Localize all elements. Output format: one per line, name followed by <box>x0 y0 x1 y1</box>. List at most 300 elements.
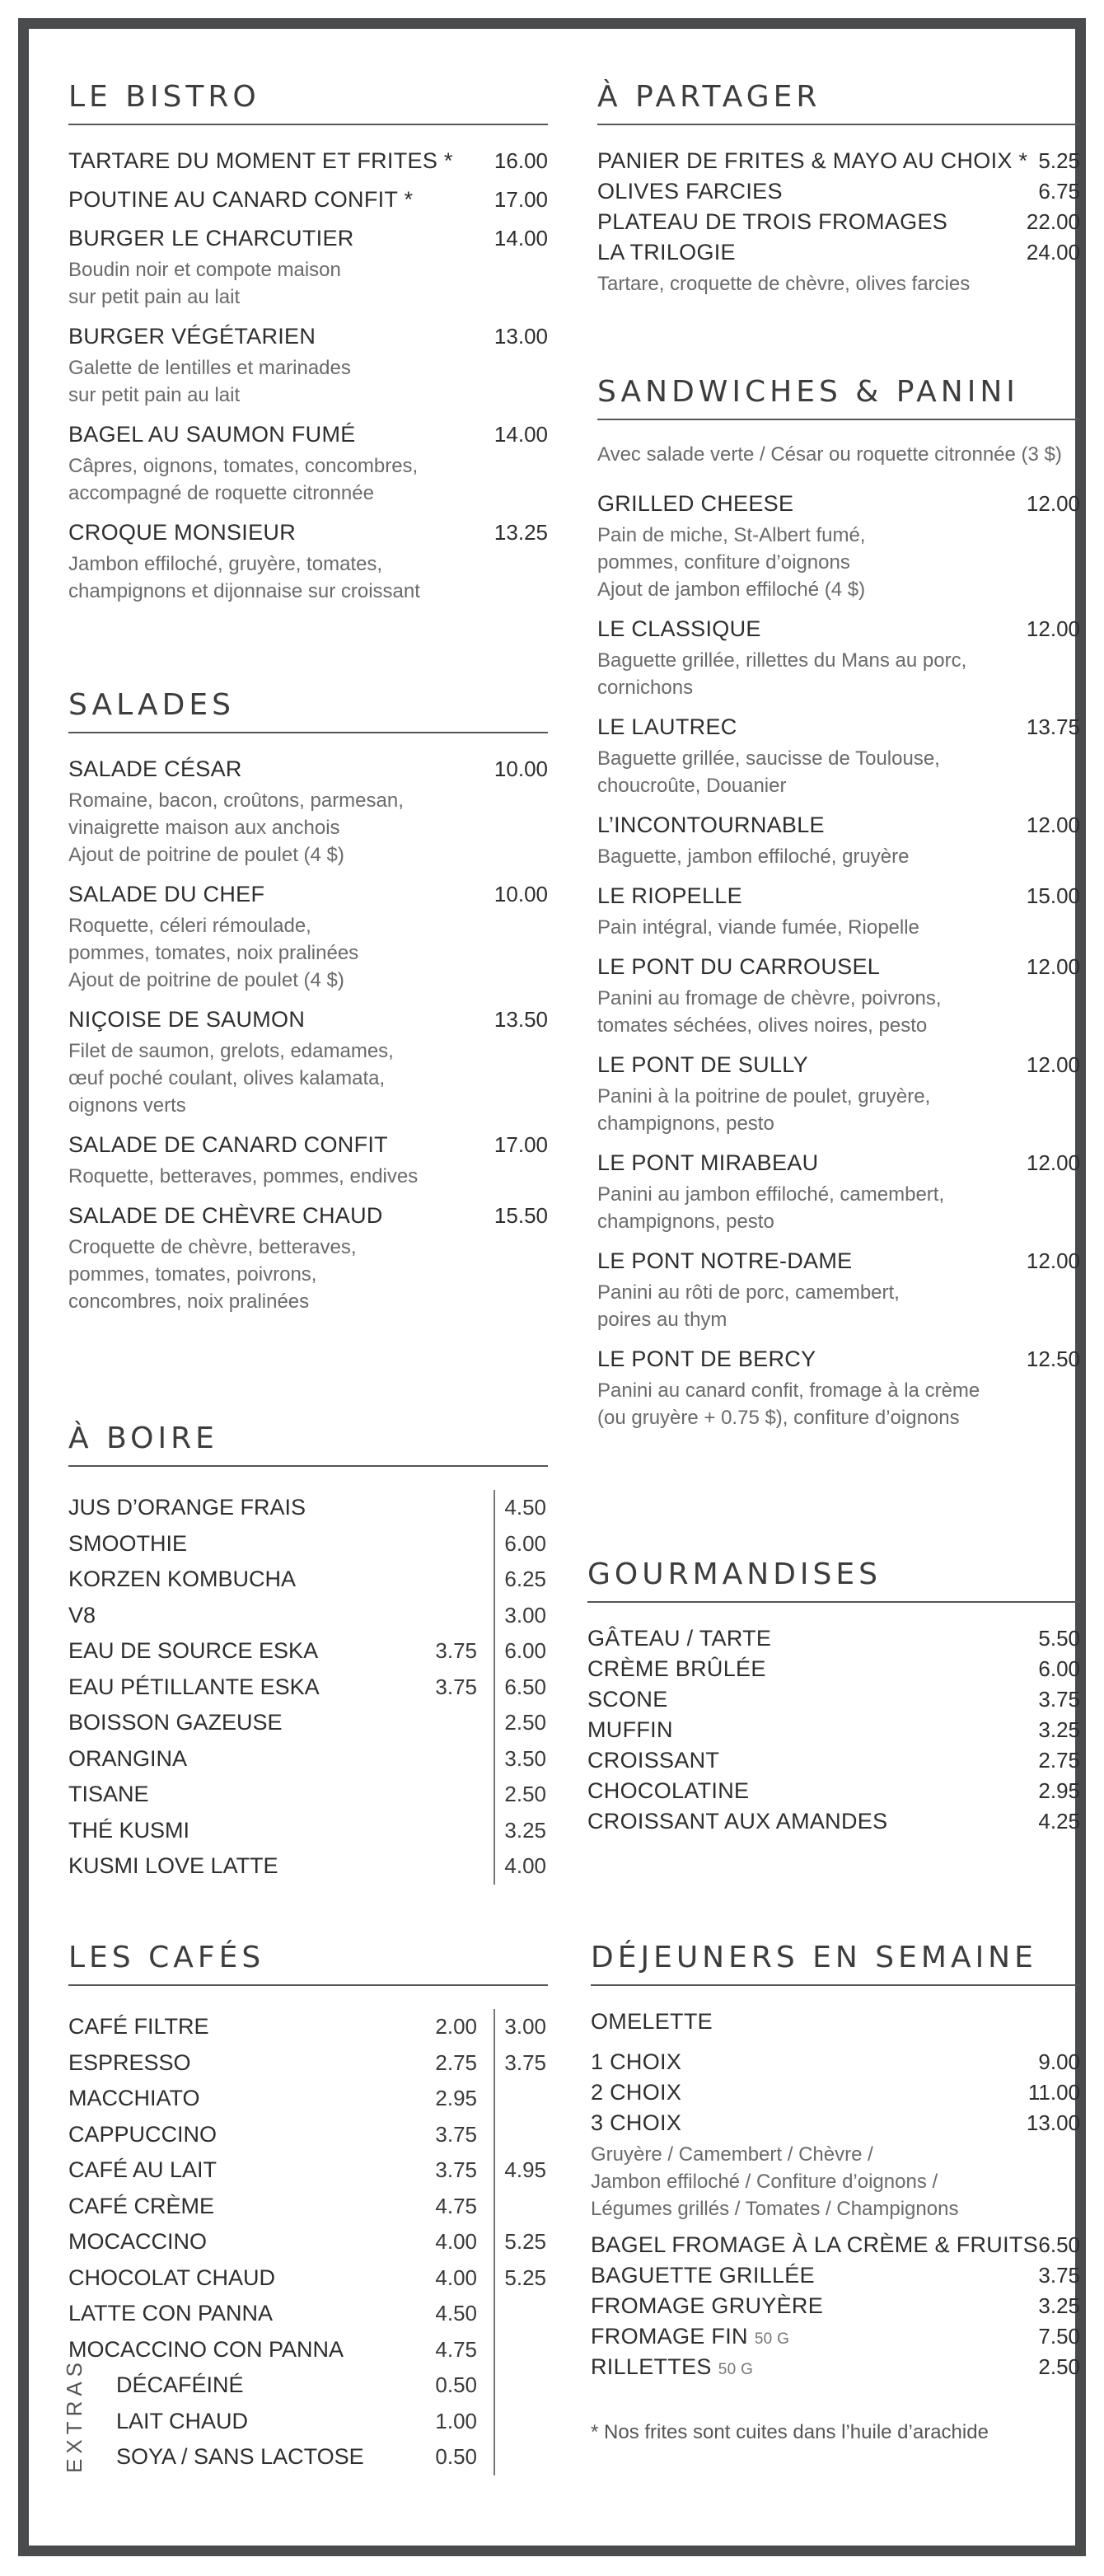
item-name: CHOCOLATINE <box>587 1778 750 1803</box>
item-name-wrap <box>591 2354 753 2380</box>
item-price: 12.00 <box>1026 813 1080 837</box>
drink-row <box>68 1526 548 1562</box>
item-row <box>597 813 1080 838</box>
drink-price-small: 0.50 <box>435 2444 477 2470</box>
cafes-table <box>68 2009 548 2368</box>
item-description: Baguette, jambon effiloché, gruyère <box>597 845 910 868</box>
item-price: 10.00 <box>494 882 548 906</box>
item-name: RILLETTES <box>591 2354 712 2379</box>
boire-table <box>68 1490 548 1885</box>
item-description: Panini au canard confit, fromage à la crème (ou gruyère + 0.75 $), confiture d’oignons <box>597 1379 980 1429</box>
item-price: 6.50 <box>1038 2232 1080 2257</box>
sandwiches-list <box>597 491 1080 1431</box>
drink-row <box>68 2332 548 2368</box>
item-description: Roquette, betteraves, pommes, endives <box>68 1165 419 1187</box>
item-name: BAGEL AU SAUMON FUMÉ <box>68 422 356 447</box>
item-price: 12.00 <box>1026 954 1080 979</box>
item-row <box>597 209 1080 235</box>
drink-name: ORANGINA <box>68 1745 188 1771</box>
item-description: Panini au jambon effiloché, camembert, champignons, pesto <box>597 1183 945 1233</box>
drink-name: CAFÉ AU LAIT <box>68 2157 218 2183</box>
item-price: 3.75 <box>1038 1687 1080 1712</box>
omelette-label: OMELETTE <box>591 2009 713 2034</box>
drink-price-large: 3.50 <box>494 1741 548 1777</box>
item-row <box>597 1347 1080 1372</box>
item-row <box>587 1687 1080 1712</box>
drink-row <box>68 2260 548 2297</box>
choix-desc: Gruyère / Camembert / Chèvre / Jambon effiloché / Confiture d’oignons / Légumes grillés / Tomates / Champignons <box>591 2143 959 2220</box>
menu-item <box>597 1150 1080 1235</box>
drink-name: DÉCAFÉINÉ <box>116 2372 244 2398</box>
item-row <box>591 2293 1080 2319</box>
item-name: 3 CHOIX <box>591 2110 682 2135</box>
drink-name: THÉ KUSMI <box>68 1817 190 1843</box>
extras-block <box>62 2357 548 2475</box>
sandwiches-note: Avec salade verte / César ou roquette citronnée (3 $) <box>597 443 1062 466</box>
menu-item <box>597 714 1080 799</box>
drink-price-small: 4.75 <box>435 2193 477 2218</box>
item-name: L’INCONTOURNABLE <box>597 813 825 837</box>
extras-table <box>68 2368 548 2475</box>
menu-item <box>597 1347 1080 1431</box>
item-price: 14.00 <box>494 226 548 251</box>
item-row <box>68 226 548 251</box>
item-price: 12.00 <box>1026 616 1080 641</box>
gourmandises-list <box>587 1626 1080 1834</box>
drink-row <box>68 2009 548 2045</box>
drink-row <box>68 2045 548 2082</box>
drink-price-large: 2.50 <box>494 1705 548 1741</box>
drink-row <box>116 2404 548 2440</box>
drink-name: CAFÉ FILTRE <box>68 2014 209 2040</box>
menu-frame <box>18 18 1086 2556</box>
item-price: 5.25 <box>1038 148 1080 173</box>
item-row <box>597 954 1080 980</box>
item-price: 11.00 <box>1027 2080 1080 2105</box>
menu-item <box>597 1248 1080 1333</box>
item-row <box>587 1778 1080 1804</box>
item-row <box>587 1656 1080 1682</box>
item-row <box>591 2049 1080 2075</box>
item-description: Panini au rôti de porc, camembert, poires au thym <box>597 1281 900 1331</box>
drink-price-small: 3.75 <box>435 1638 477 1664</box>
item-row <box>597 491 1080 517</box>
drink-row <box>68 2224 548 2260</box>
item-description: Baguette grillée, saucisse de Toulouse, choucroûte, Douanier <box>597 747 940 797</box>
item-name: CROISSANT AUX AMANDES <box>587 1809 888 1834</box>
item-name: BAGUETTE GRILLÉE <box>591 2263 815 2288</box>
menu-item <box>597 954 1080 1039</box>
drink-row <box>68 1598 548 1634</box>
item-name: FROMAGE GRUYÈRE <box>591 2293 824 2318</box>
drink-price-large: 6.25 <box>494 1562 548 1598</box>
item-row <box>587 1748 1080 1773</box>
section-cafes <box>62 1941 548 2475</box>
drink-name: KORZEN KOMBUCHA <box>68 1567 297 1592</box>
drink-price-large <box>494 2296 548 2332</box>
drink-row <box>68 1633 548 1670</box>
item-row <box>591 2354 1080 2380</box>
dejeuners-list <box>591 2232 1080 2380</box>
drink-price-divider <box>494 2404 548 2440</box>
drink-price-large: 2.50 <box>494 1777 548 1813</box>
item-price: 7.50 <box>1038 2324 1080 2349</box>
menu-item <box>68 187 548 213</box>
drink-price-divider <box>494 2368 548 2404</box>
drink-name: LATTE CON PANNA <box>68 2301 274 2326</box>
item-row <box>68 520 548 546</box>
item-row <box>587 1717 1080 1743</box>
menu-item <box>597 148 1080 174</box>
item-price: 13.50 <box>494 1007 548 1032</box>
item-name: 2 CHOIX <box>591 2080 682 2105</box>
menu-item <box>587 1687 1080 1712</box>
drink-price-large: 5.25 <box>494 2224 548 2260</box>
item-name: BAGEL FROMAGE À LA CRÈME & FRUITS <box>591 2232 1039 2257</box>
item-row <box>597 1052 1080 1078</box>
drink-price-large: 3.75 <box>494 2045 548 2082</box>
item-row <box>597 714 1080 740</box>
item-price: 12.00 <box>1026 1150 1080 1175</box>
item-name: POUTINE AU CANARD CONFIT * <box>68 187 414 212</box>
item-weight: 50 G <box>718 2361 754 2378</box>
drink-row <box>68 1777 548 1813</box>
drink-name: EAU DE SOURCE ESKA <box>68 1638 319 1664</box>
item-row <box>597 148 1080 174</box>
section-salades <box>68 688 548 1328</box>
item-price: 12.50 <box>1026 1347 1080 1371</box>
item-name: NIÇOISE DE SAUMON <box>68 1007 306 1032</box>
item-description: Panini à la poitrine de poulet, gruyère, champignons, pesto <box>597 1085 931 1135</box>
item-price: 4.25 <box>1038 1809 1080 1834</box>
item-description: Jambon effiloché, gruyère, tomates, champignons et dijonnaise sur croissant <box>68 553 420 602</box>
item-row <box>591 2263 1080 2288</box>
menu-item <box>68 882 548 994</box>
drink-price-small: 2.75 <box>435 2049 477 2075</box>
item-row <box>68 148 548 174</box>
choix-item <box>591 2080 1080 2105</box>
choix-item <box>591 2110 1080 2136</box>
item-name: LE CLASSIQUE <box>597 616 761 641</box>
item-price: 5.50 <box>1038 1626 1080 1651</box>
drink-price-small: 1.00 <box>435 2408 477 2433</box>
drink-row <box>68 2152 548 2189</box>
item-row <box>597 1150 1080 1176</box>
menu-item <box>597 209 1080 235</box>
drink-price-large: 4.50 <box>494 1490 548 1526</box>
item-name-wrap <box>591 2293 823 2319</box>
section-title-partager: À PARTAGER <box>597 80 1080 125</box>
item-description: Panini au fromage de chèvre, poivrons, tomates séchées, olives noires, pesto <box>597 987 942 1037</box>
menu-item <box>587 1717 1080 1743</box>
menu-item <box>68 1203 548 1315</box>
item-name-wrap <box>591 2263 815 2288</box>
item-price: 10.00 <box>494 756 548 781</box>
drink-price-large: 3.25 <box>494 1813 548 1849</box>
section-title-bistro: LE BISTRO <box>68 80 548 125</box>
drink-price-large <box>494 2081 548 2117</box>
drink-name: V8 <box>68 1602 96 1628</box>
menu-item <box>597 1052 1080 1137</box>
drink-name: SMOOTHIE <box>68 1530 188 1556</box>
drink-name: ESPRESSO <box>68 2049 191 2075</box>
item-name-wrap <box>591 2324 789 2349</box>
drink-price-small: 4.00 <box>435 2229 477 2255</box>
item-name: CROQUE MONSIEUR <box>68 520 297 545</box>
item-row <box>591 2232 1080 2258</box>
menu-item <box>597 491 1080 603</box>
drink-name: CAPPUCCINO <box>68 2121 218 2147</box>
menu-item <box>68 324 548 409</box>
item-row <box>597 883 1080 909</box>
item-price: 13.75 <box>1026 714 1080 739</box>
drink-name: BOISSON GAZEUSE <box>68 1710 283 1735</box>
section-title-boire: À BOIRE <box>68 1421 548 1467</box>
item-name-wrap <box>591 2232 1038 2258</box>
item-row <box>597 1248 1080 1274</box>
drink-price-large: 6.00 <box>494 1526 548 1562</box>
menu-item <box>597 616 1080 701</box>
item-price: 12.00 <box>1026 1248 1080 1273</box>
item-row <box>587 1809 1080 1834</box>
menu-item <box>591 2354 1080 2380</box>
item-name: SALADE CÉSAR <box>68 756 242 781</box>
item-description: Câpres, oignons, tomates, concombres, accompagné de roquette citronnée <box>68 455 419 504</box>
drink-price-large: 4.95 <box>494 2152 548 2189</box>
menu-item <box>68 148 548 174</box>
partager-list <box>597 148 1080 265</box>
drink-price-large: 6.00 <box>494 1633 548 1670</box>
item-price: 24.00 <box>1026 240 1080 265</box>
drink-price-large <box>494 2332 548 2368</box>
menu-item <box>587 1626 1080 1651</box>
drink-row <box>68 1848 548 1885</box>
item-price: 17.00 <box>494 187 548 212</box>
item-price: 2.75 <box>1038 1748 1080 1773</box>
item-name: LE PONT DE SULLY <box>597 1052 808 1077</box>
drink-name: MOCACCINO <box>68 2229 207 2255</box>
item-name: MUFFIN <box>587 1717 673 1742</box>
item-price: 15.00 <box>1026 883 1080 908</box>
item-name: SCONE <box>587 1687 668 1712</box>
drink-row <box>68 2189 548 2225</box>
item-row <box>68 756 548 782</box>
item-name: LE PONT MIRABEAU <box>597 1150 819 1175</box>
section-title-sandwiches: SANDWICHES & PANINI <box>597 375 1080 420</box>
drink-price-large: 3.00 <box>494 2009 548 2045</box>
drink-row <box>116 2368 548 2404</box>
drink-row <box>116 2439 548 2475</box>
item-row <box>597 616 1080 642</box>
drink-price-small: 4.00 <box>435 2265 477 2290</box>
item-name: SALADE DE CHÈVRE CHAUD <box>68 1203 383 1228</box>
drink-row <box>68 1490 548 1526</box>
menu-item <box>68 1132 548 1190</box>
item-weight: 50 G <box>754 2330 790 2348</box>
menu-item <box>597 179 1080 204</box>
item-price: 2.95 <box>1038 1778 1080 1803</box>
item-row <box>597 179 1080 204</box>
footnote: * Nos frites sont cuites dans l’huile d’arachide <box>591 2421 989 2443</box>
choix-item <box>591 2049 1080 2075</box>
section-title-cafes: LES CAFÉS <box>68 1941 548 1986</box>
item-description: Pain intégral, viande fumée, Riopelle <box>597 916 919 939</box>
item-price: 13.25 <box>494 520 548 545</box>
section-title-dejeuners: DÉJEUNERS EN SEMAINE <box>591 1941 1080 1986</box>
item-name: LE PONT NOTRE-DAME <box>597 1248 853 1273</box>
item-description: Pain de miche, St-Albert fumé, pommes, confiture d’oignons Ajout de jambon effiloché (4 $) <box>597 524 866 601</box>
drink-name: JUS D’ORANGE FRAIS <box>68 1495 306 1520</box>
drink-name: MOCACCINO CON PANNA <box>68 2336 344 2362</box>
item-price: 9.00 <box>1038 2049 1080 2074</box>
item-name: 1 CHOIX <box>591 2049 682 2074</box>
bistro-list <box>68 148 548 605</box>
choix-list <box>591 2049 1080 2136</box>
menu-item <box>68 226 548 311</box>
item-row <box>587 1626 1080 1651</box>
item-row <box>68 1007 548 1033</box>
item-price: 16.00 <box>494 148 548 173</box>
drink-price-large: 4.00 <box>494 1848 548 1885</box>
menu-item <box>597 883 1080 941</box>
item-price: 6.75 <box>1038 179 1080 204</box>
drink-price-large <box>494 2189 548 2225</box>
item-name: LE LAUTREC <box>597 714 737 739</box>
drink-row <box>68 2117 548 2153</box>
item-name: PANIER DE FRITES & MAYO AU CHOIX * <box>597 148 1028 173</box>
item-price: 12.00 <box>1026 1052 1080 1077</box>
drink-row <box>68 2296 548 2332</box>
item-name: FROMAGE FIN <box>591 2324 748 2349</box>
item-description: Roquette, céleri rémoulade, pommes, tomates, noix pralinées Ajout de poitrine de poulet (4 $) <box>68 915 359 991</box>
drink-price-small: 4.50 <box>435 2301 477 2326</box>
menu-item <box>587 1809 1080 1834</box>
drink-row <box>68 1562 548 1598</box>
drink-name: CAFÉ CRÈME <box>68 2193 215 2218</box>
item-description: Boudin noir et compote maison sur petit pain au lait <box>68 259 341 308</box>
item-price: 14.00 <box>494 422 548 447</box>
drink-row <box>68 2081 548 2117</box>
drink-price-small: 3.75 <box>435 1674 477 1699</box>
menu-item <box>587 1656 1080 1682</box>
drink-price-small: 0.50 <box>435 2372 477 2398</box>
item-row <box>68 1132 548 1158</box>
section-title-gourmandises: GOURMANDISES <box>587 1557 1080 1603</box>
item-row <box>68 187 548 213</box>
item-price: 12.00 <box>1026 491 1080 516</box>
item-name: LE PONT DU CARROUSEL <box>597 954 881 979</box>
drink-price-divider <box>494 2439 548 2475</box>
drink-name: SOYA / SANS LACTOSE <box>116 2444 364 2470</box>
section-gourmandises <box>587 1557 1080 1839</box>
item-price: 3.75 <box>1038 2263 1080 2288</box>
drink-name: TISANE <box>68 1782 149 1807</box>
item-name: SALADE DU CHEF <box>68 882 265 906</box>
item-row <box>591 2110 1080 2136</box>
drink-row <box>68 1813 548 1849</box>
drink-price-large: 6.50 <box>494 1670 548 1706</box>
item-price: 13.00 <box>494 324 548 349</box>
drink-row <box>68 1670 548 1706</box>
menu-item <box>591 2324 1080 2349</box>
drink-price-small: 3.75 <box>435 2157 477 2183</box>
item-description: Croquette de chèvre, betteraves, pommes, tomates, poivrons, concombres, noix pralinées <box>68 1236 357 1313</box>
item-name: LE PONT DE BERCY <box>597 1347 816 1371</box>
item-row <box>591 2080 1080 2105</box>
menu-item <box>591 2263 1080 2288</box>
item-name: TARTARE DU MOMENT ET FRITES * <box>68 148 453 173</box>
menu-item <box>587 1778 1080 1804</box>
item-price: 22.00 <box>1026 209 1080 234</box>
drink-name: MACCHIATO <box>68 2086 200 2111</box>
item-price: 15.50 <box>494 1203 548 1228</box>
item-price: 17.00 <box>494 1132 548 1157</box>
item-description: Romaine, bacon, croûtons, parmesan, vinaigrette maison aux anchois Ajout de poitrine de poulet (4 $) <box>68 789 404 866</box>
section-boire <box>68 1421 548 1885</box>
item-name: PLATEAU DE TROIS FROMAGES <box>597 209 948 234</box>
menu-item <box>68 520 548 605</box>
section-title-salades: SALADES <box>68 688 548 733</box>
drink-price-large: 5.25 <box>494 2260 548 2297</box>
item-name: BURGER VÉGÉTARIEN <box>68 324 316 349</box>
section-partager <box>597 80 1080 297</box>
item-name: CRÈME BRÛLÉE <box>587 1656 766 1681</box>
item-row <box>597 240 1080 265</box>
item-price: 2.50 <box>1038 2354 1080 2379</box>
drink-price-large: 3.00 <box>494 1598 548 1634</box>
item-price: 6.00 <box>1038 1656 1080 1681</box>
item-row <box>68 1203 548 1229</box>
extras-label: EXTRAS <box>62 2357 87 2473</box>
drink-price-large <box>494 2117 548 2153</box>
item-description: Baguette grillée, rillettes du Mans au porc, cornichons <box>597 649 967 699</box>
item-price: 3.25 <box>1038 1717 1080 1742</box>
item-name: LE RIOPELLE <box>597 883 742 908</box>
section-bistro <box>68 80 548 618</box>
drink-row <box>68 1705 548 1741</box>
salades-list <box>68 756 548 1315</box>
menu-item <box>591 2293 1080 2319</box>
item-name: LA TRILOGIE <box>597 240 736 265</box>
item-price: 3.25 <box>1038 2293 1080 2318</box>
drink-row <box>68 1741 548 1777</box>
menu-item <box>587 1748 1080 1773</box>
drink-name: KUSMI LOVE LATTE <box>68 1853 278 1879</box>
drink-name: CHOCOLAT CHAUD <box>68 2265 276 2290</box>
item-name: CROISSANT <box>587 1748 720 1773</box>
drink-price-small: 4.75 <box>435 2336 477 2362</box>
item-description: Galette de lentilles et marinades sur petit pain au lait <box>68 357 351 406</box>
item-row <box>68 882 548 907</box>
drink-name: LAIT CHAUD <box>116 2408 249 2433</box>
item-name: OLIVES FARCIES <box>597 179 783 204</box>
section-dejeuners <box>591 1941 1080 2444</box>
menu-item <box>597 813 1080 870</box>
item-row <box>591 2324 1080 2349</box>
drink-price-small: 2.95 <box>435 2086 477 2111</box>
item-description: Filet de saumon, grelots, edamames, œuf poché coulant, olives kalamata, oignons verts <box>68 1040 394 1117</box>
section-sandwiches <box>597 375 1080 1445</box>
trilogie-desc: Tartare, croquette de chèvre, olives farcies <box>597 273 971 295</box>
item-name: GRILLED CHEESE <box>597 491 794 516</box>
menu-item <box>68 756 548 869</box>
menu-item <box>68 422 548 507</box>
item-price: 13.00 <box>1026 2110 1080 2135</box>
drink-name: EAU PÉTILLANTE ESKA <box>68 1674 320 1699</box>
menu-item <box>68 1007 548 1119</box>
item-name: SALADE DE CANARD CONFIT <box>68 1132 388 1157</box>
drink-price-small: 3.75 <box>435 2121 477 2147</box>
